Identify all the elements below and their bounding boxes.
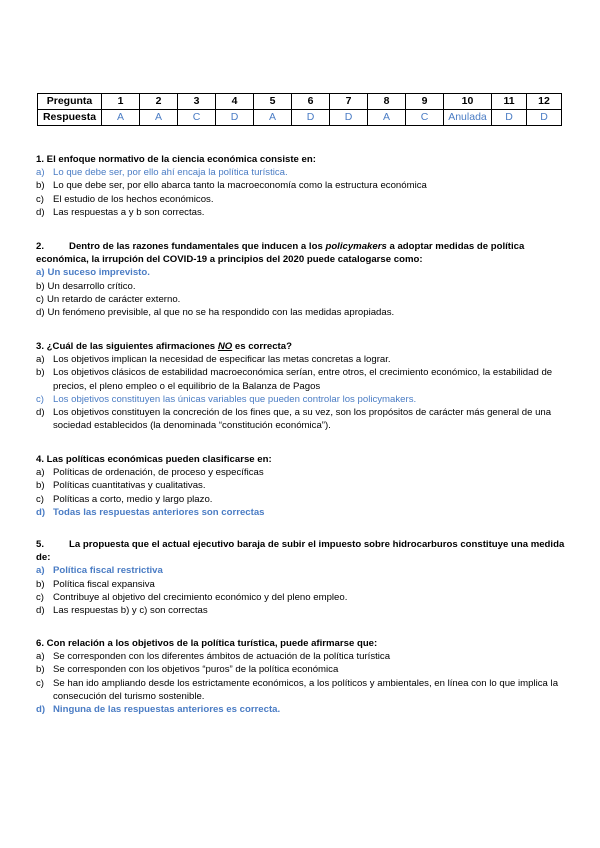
question-title: 4. Las políticas económicas pueden clasificarse en: (36, 454, 272, 465)
option-text: Políticas cuantitativas y cualitativas. (53, 480, 206, 492)
question-title-text: La propuesta que el actual ejecutivo baraja de subir el impuesto sobre hidrocarburos constituye una medida de: (36, 539, 565, 564)
option-label: c) (36, 193, 44, 205)
option-label: a) (36, 651, 45, 663)
option-d (36, 703, 566, 716)
question-title: 6. Con relación a los objetivos de la política turística, puede afirmarse que: (36, 638, 378, 649)
option-label: b) (36, 367, 45, 379)
option-label: b) (36, 180, 45, 192)
option-text: Lo que debe ser, por ello abarca tanto la macroeconomía como la estructura económica (53, 180, 427, 192)
option-text: Política fiscal expansiva (53, 578, 155, 590)
option-text: Un fenómeno previsible, al que no se ha respondido con las medidas apropiadas. (47, 307, 395, 319)
option-d (36, 306, 566, 319)
question-number: 5. (36, 539, 45, 550)
option-text: Los objetivos implican la necesidad de especificar las metas concretas a lograr. (53, 354, 391, 366)
question-number-cell: 11 (492, 94, 527, 110)
option-d (36, 506, 566, 519)
option-label: d) (36, 704, 46, 716)
answer-cell: A (254, 110, 292, 126)
option-b (36, 179, 566, 192)
question-title: 1. El enfoque normativo de la ciencia económica consiste en: (36, 154, 316, 165)
option-b (36, 578, 566, 591)
option-label: b) (36, 480, 45, 492)
option-label: a) (36, 565, 45, 577)
option-text: Contribuye al objetivo del crecimiento económico y del pleno empleo. (53, 591, 348, 603)
answer-cell: D (216, 110, 254, 126)
option-text: Se han ido ampliando desde los estrictamente económicos, a los políticos y ambientales, en línea con lo que implica la consecución del turismo sostenible. (53, 677, 559, 702)
answer-cell: Anulada (444, 110, 492, 126)
option-text: Un desarrollo crítico. (47, 280, 136, 292)
question-title-part-a: Dentro de las razones fundamentales que inducen a los (69, 241, 326, 252)
question-number-cell: 2 (140, 94, 178, 110)
option-label: a) (36, 167, 45, 179)
option-b (36, 479, 566, 492)
question-6 (36, 637, 566, 716)
question-number: 2. (36, 241, 45, 252)
question-title-part-b: a adoptar medidas de política económica, la irrupción del COVID-19 a principios del 2020 puede catalogarse como: (36, 241, 525, 266)
option-text: Todas las respuestas anteriores son correctas (53, 506, 265, 518)
option-label: c) (36, 677, 44, 689)
option-label: a) (36, 354, 45, 366)
question-title-no: NO (217, 341, 233, 352)
option-text: Los objetivos constituyen la concreción de los fines que, a su vez, son los propósitos de carácter más general de una sociedad establecidos (la denominada “constitución económica”). (53, 407, 552, 432)
option-text: El estudio de los hechos económicos. (53, 193, 214, 205)
question-title-part-b: es correcta? (232, 341, 292, 352)
option-text: Los objetivos constituyen las únicas variables que pueden controlar los policymakers. (53, 393, 417, 405)
option-text: Ninguna de las respuestas anteriores es correcta. (53, 704, 281, 716)
question-3 (36, 340, 566, 432)
question-number-cell: 7 (330, 94, 368, 110)
option-a (36, 266, 566, 279)
option-label: c) (36, 591, 44, 603)
table-row-answers (38, 110, 562, 126)
question-1 (36, 153, 566, 219)
option-b (36, 366, 566, 392)
option-label: a) (36, 467, 45, 479)
option-c (36, 591, 566, 604)
answer-cell: D (492, 110, 527, 126)
table-row-questions (38, 94, 562, 110)
option-text: Un suceso imprevisto. (47, 267, 150, 279)
option-b (36, 663, 566, 676)
option-a (36, 353, 566, 366)
table-header-respuesta: Respuesta (38, 110, 102, 126)
option-text: Las respuestas b) y c) son correctas (53, 605, 208, 617)
option-a (36, 650, 566, 663)
question-5 (36, 538, 566, 617)
option-d (36, 206, 566, 219)
option-a (36, 564, 566, 577)
option-text: Se corresponden con los objetivos “puros” de la política económica (53, 664, 339, 676)
option-text: Se corresponden con los diferentes ámbitos de actuación de la política turística (53, 651, 391, 663)
option-label: b) (36, 664, 45, 676)
answer-key-table (37, 93, 562, 126)
question-number-cell: 12 (527, 94, 562, 110)
question-title (36, 340, 566, 353)
option-label: c) (36, 493, 44, 505)
question-number-cell: 8 (368, 94, 406, 110)
option-label: c) (36, 293, 44, 305)
option-text: Política fiscal restrictiva (53, 565, 163, 577)
option-label: d) (36, 307, 45, 319)
option-text: Lo que debe ser, por ello ahí encaja la política turística. (53, 167, 288, 179)
question-number-cell: 6 (292, 94, 330, 110)
question-title (36, 240, 566, 266)
option-text: Los objetivos clásicos de estabilidad macroeconómica serían, entre otros, el crecimiento económico, la estabilidad de precios, el pleno empleo o el equilibrio de la Balanza de Pagos (53, 367, 553, 392)
option-text: Un retardo de carácter externo. (47, 293, 181, 305)
answer-cell: D (527, 110, 562, 126)
answer-cell: D (292, 110, 330, 126)
option-c (36, 393, 566, 406)
option-c (36, 677, 566, 703)
option-label: b) (36, 280, 45, 292)
option-label: d) (36, 605, 45, 617)
question-number-cell: 5 (254, 94, 292, 110)
question-2 (36, 240, 566, 319)
question-number-cell: 4 (216, 94, 254, 110)
option-label: d) (36, 206, 45, 218)
option-a (36, 166, 566, 179)
option-c (36, 493, 566, 506)
question-number-cell: 10 (444, 94, 492, 110)
option-c (36, 293, 566, 306)
answer-cell: A (368, 110, 406, 126)
answer-cell: A (140, 110, 178, 126)
option-d (36, 406, 566, 432)
option-c (36, 193, 566, 206)
option-a (36, 466, 566, 479)
option-text: Las respuestas a y b son correctas. (53, 206, 205, 218)
option-label: d) (36, 506, 46, 518)
table-header-pregunta: Pregunta (38, 94, 102, 110)
answer-cell: A (102, 110, 140, 126)
question-number-cell: 1 (102, 94, 140, 110)
option-label: a) (36, 267, 45, 279)
question-number-cell: 3 (178, 94, 216, 110)
question-number-cell: 9 (406, 94, 444, 110)
option-b (36, 280, 566, 293)
answer-cell: D (330, 110, 368, 126)
question-title (36, 538, 566, 564)
answer-cell: C (406, 110, 444, 126)
question-title-part-a: 3. ¿Cuál de las siguientes afirmaciones (36, 341, 218, 352)
option-label: d) (36, 407, 45, 419)
question-4 (36, 453, 566, 519)
option-text: Políticas de ordenación, de proceso y específicas (53, 467, 264, 479)
option-text: Políticas a corto, medio y largo plazo. (53, 493, 213, 505)
answer-cell: C (178, 110, 216, 126)
question-title-emphasis: policymakers (325, 241, 387, 252)
option-label: c) (36, 393, 44, 405)
option-label: b) (36, 578, 45, 590)
option-d (36, 604, 566, 617)
